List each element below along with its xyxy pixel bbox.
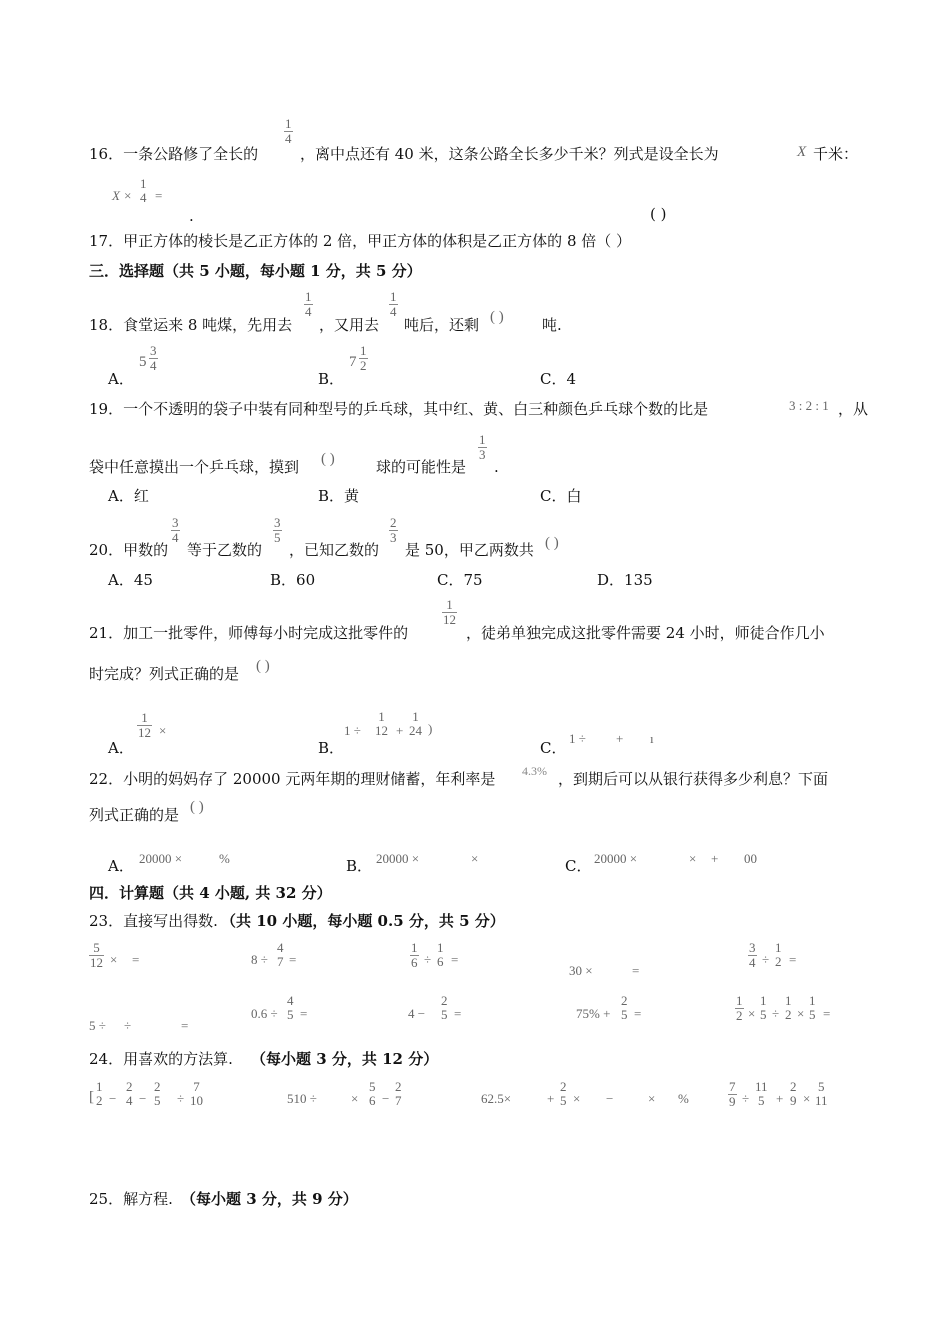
q16-expression: X ×	[112, 188, 132, 203]
fraction: 1 6	[411, 940, 418, 970]
expression: 4 −	[408, 1006, 426, 1021]
q20-text-2: 等于乙数的	[187, 541, 263, 559]
fraction: 3 4	[172, 515, 179, 545]
fraction: 1 5	[760, 993, 767, 1022]
answer-paren: ( )	[650, 205, 667, 223]
equals: =	[289, 952, 297, 967]
fraction: 5 11	[815, 1079, 828, 1108]
operator: ÷	[772, 1006, 780, 1021]
operator: ×	[110, 952, 118, 967]
option-c-label: C．	[540, 739, 567, 757]
expression: 62.5×	[481, 1091, 512, 1106]
option-b-label: B．	[318, 370, 345, 388]
equals: =	[181, 1018, 189, 1033]
option-a: A．45	[108, 571, 153, 589]
fraction: 2 4	[126, 1079, 133, 1108]
option-b: B．黄	[318, 487, 360, 505]
equals: =	[823, 1006, 831, 1021]
fraction: 2 9	[790, 1079, 797, 1108]
q19-text-3: 袋中任意摸出一个乒乓球，摸到	[89, 458, 300, 476]
fraction: 4 7	[277, 940, 284, 969]
operator: ÷	[742, 1091, 750, 1106]
operator: −	[606, 1091, 614, 1106]
q18-text-4: 吨.	[542, 316, 562, 334]
equals: =	[632, 963, 640, 978]
fraction: 3 5	[274, 515, 281, 545]
interest-rate: 4.3%	[522, 764, 547, 778]
answer-paren: ( )	[545, 535, 559, 551]
q20-text-1: 20．甲数的	[89, 541, 169, 559]
fraction: 2 3	[390, 515, 397, 545]
q22-text-2: ，到期后可以从银行获得多少利息？下面	[558, 770, 829, 788]
q16-text-2: ，离中点还有 40 米，这条公路全长多少千米？列式是设全长为	[300, 145, 719, 163]
fraction: 1 12	[443, 597, 456, 627]
fraction: 1 6	[437, 940, 444, 969]
option-c: C．4	[540, 370, 577, 388]
q23-text-2: （共 10 小题，每小题 0.5 分，共 5 分）	[221, 912, 505, 930]
answer-paren: ( )	[256, 658, 270, 674]
operator: ×	[803, 1091, 811, 1106]
q25-text-2: （每小题 3 分，共 9 分）	[181, 1190, 358, 1208]
equals: =	[454, 1006, 462, 1021]
variable-x: X	[797, 144, 807, 160]
fraction: 1 5	[809, 993, 816, 1022]
fraction: 1 2	[736, 993, 743, 1023]
fraction: 1 2	[96, 1079, 103, 1108]
fraction: 1 24	[409, 709, 422, 738]
fraction: 7 9	[729, 1079, 736, 1109]
mixed-int: 5	[139, 354, 147, 370]
equals: =	[634, 1006, 642, 1021]
fraction: 2 5	[621, 993, 628, 1022]
fraction: 3 4	[150, 343, 157, 373]
operator: +	[547, 1091, 555, 1106]
fraction: 4 5	[287, 993, 294, 1022]
operator: ÷	[762, 952, 770, 967]
mixed-int: 7	[349, 354, 357, 370]
q22-text-3: 列式正确的是	[89, 806, 180, 824]
option-b: B．60	[270, 571, 316, 589]
fraction: 2 5	[560, 1079, 567, 1108]
fraction: 1 2	[775, 940, 782, 969]
q18-text-3: 吨后，还剩	[404, 316, 480, 334]
bracket-open: [	[89, 1089, 94, 1105]
fraction: 1 2	[360, 343, 367, 373]
q24-text-2: （每小题 3 分，共 12 分）	[251, 1050, 439, 1068]
option-d: D．135	[597, 571, 653, 589]
q20-text-4: 是 50，甲乙两数共	[405, 541, 534, 559]
expression: 1 ÷	[569, 731, 586, 746]
q25-text-1: 25．解方程.	[89, 1190, 173, 1208]
fraction: 3 4	[749, 940, 756, 970]
operator: ×	[748, 1006, 756, 1021]
expression: 20000 ×	[594, 851, 638, 866]
percent: %	[219, 851, 230, 866]
equals: =	[155, 188, 163, 203]
expression: 5 ÷	[89, 1018, 106, 1033]
q18-text-2: ，又用去	[319, 316, 380, 334]
q19-text-4: 球的可能性是	[376, 458, 467, 476]
q16-text-3: 千米：	[813, 145, 859, 163]
operator: ÷	[124, 1018, 132, 1033]
fraction: 2 7	[395, 1079, 402, 1108]
q16-dot: .	[189, 207, 194, 225]
q16-text-1: 16．一条公路修了全长的	[89, 145, 259, 163]
fraction: 1 4	[305, 289, 312, 319]
expression: 20000 ×	[376, 851, 420, 866]
operator: +	[776, 1091, 784, 1106]
fraction: 5 6	[369, 1079, 376, 1108]
operator: −	[109, 1091, 117, 1106]
operator: ×	[573, 1091, 581, 1106]
fraction: 5 12	[90, 940, 103, 970]
q21-text-1: 21．加工一批零件，师傅每小时完成这批零件的	[89, 624, 409, 642]
expression: 1 ÷	[344, 723, 361, 738]
answer-paren: ( )	[190, 799, 204, 815]
q18-text-1: 18．食堂运来 8 吨煤，先用去	[89, 316, 293, 334]
expression-tail: 00	[744, 851, 757, 866]
option-c: C．白	[540, 487, 582, 505]
fraction: 1 4	[140, 176, 147, 205]
equals: =	[300, 1006, 308, 1021]
option-a: A．红	[108, 487, 149, 505]
option-a-label: A．	[108, 370, 134, 388]
operator: −	[139, 1091, 147, 1106]
option-a-label: A．	[108, 857, 134, 875]
expression: 20000 ×	[139, 851, 183, 866]
fraction: 11 5	[755, 1079, 768, 1108]
operator: −	[382, 1091, 390, 1106]
q19-text-2: ，从	[838, 400, 869, 418]
option-b-label: B．	[346, 857, 373, 875]
operator: ×	[471, 851, 479, 866]
q19-text-1: 19．一个不透明的袋子中装有同种型号的乒乓球，其中红、黄、白三种颜色乒乓球个数的比是	[89, 400, 709, 418]
expression: 8 ÷	[251, 952, 268, 967]
q19-dot: .	[494, 458, 499, 476]
section-4-title: 四．计算题（共 4 小题, 共 32 分）	[89, 884, 332, 902]
operator: ×	[159, 723, 167, 738]
operator: +	[711, 851, 719, 866]
operator: ×	[797, 1006, 805, 1021]
answer-paren: ( )	[490, 309, 504, 325]
expression: 30 ×	[569, 963, 593, 978]
section-3-title: 三．选择题（共 5 小题，每小题 1 分，共 5 分）	[89, 262, 422, 280]
operator: +	[396, 723, 404, 738]
option-c-label: C．	[565, 857, 592, 875]
operator: +	[616, 731, 624, 746]
operator: ×	[648, 1091, 656, 1106]
operator: ×	[689, 851, 697, 866]
operator: ÷	[177, 1091, 185, 1106]
option-a-label: A．	[108, 739, 134, 757]
fraction: 1 3	[479, 432, 486, 462]
fraction: 1 12	[138, 710, 151, 740]
fraction: 1 4	[285, 116, 292, 146]
q24-text-1: 24．用喜欢的方法算.	[89, 1050, 233, 1068]
equals: =	[789, 952, 797, 967]
q22-text-1: 22．小明的妈妈存了 20000 元两年期的理财储蓄，年利率是	[89, 770, 496, 788]
q20-text-3: ，已知乙数的	[289, 541, 380, 559]
expression: 75% +	[576, 1006, 611, 1021]
fraction: 2 5	[441, 993, 448, 1022]
fraction: 1 2	[785, 993, 792, 1022]
fraction: 2 5	[154, 1079, 161, 1108]
expression: 0.6 ÷	[251, 1006, 278, 1021]
mark: ı	[650, 731, 654, 746]
expression: 510 ÷	[287, 1091, 317, 1106]
option-b-label: B．	[318, 739, 345, 757]
q23-text-1: 23．直接写出得数.	[89, 912, 218, 930]
paren-close: )	[428, 721, 433, 736]
equals: =	[132, 952, 140, 967]
q21-text-3: 时完成？列式正确的是	[89, 665, 240, 683]
fraction: 7 10	[190, 1079, 203, 1108]
answer-paren: ( )	[321, 451, 335, 467]
equals: =	[451, 952, 459, 967]
q17-text: 17．甲正方体的棱长是乙正方体的 2 倍，甲正方体的体积是乙正方体的 8 倍（ ）	[89, 232, 632, 250]
q21-text-2: ，徒弟单独完成这批零件需要 24 小时，师徒合作几小	[466, 624, 825, 642]
fraction: 1 4	[390, 289, 397, 319]
operator: ×	[351, 1091, 359, 1106]
ratio: 3 : 2 : 1	[789, 398, 829, 413]
fraction: 1 12	[375, 709, 388, 738]
percent: %	[678, 1091, 689, 1106]
option-c: C．75	[437, 571, 483, 589]
operator: ÷	[424, 952, 432, 967]
